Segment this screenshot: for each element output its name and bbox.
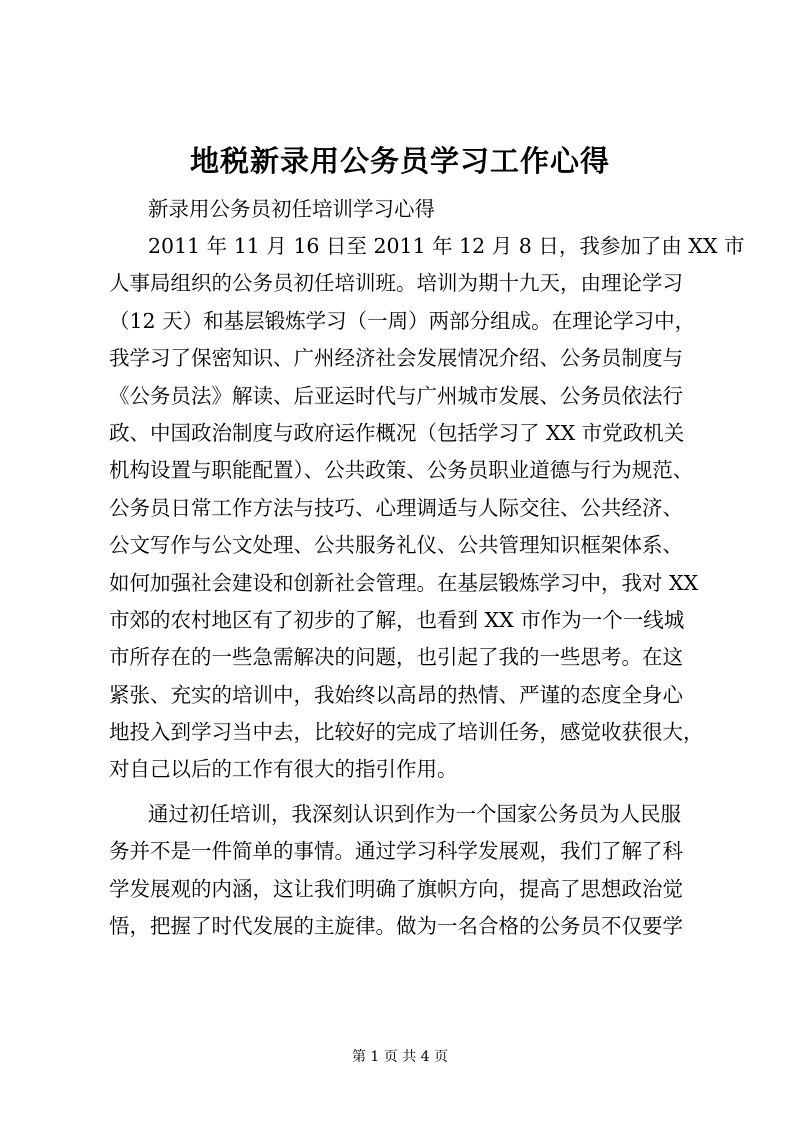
paragraph-line: 政、中国政治制度与政府运作概况（包括学习了 XX 市党政机关 (109, 420, 685, 445)
paragraph-line: 务并不是一件简单的事情。通过学习科学发展观，我们了解了科 (109, 839, 683, 864)
paragraph-line: 市所存在的一些急需解决的问题，也引起了我的一些思考。在这 (109, 645, 683, 670)
paragraph-line: 如何加强社会建设和创新社会管理。在基层锻炼学习中，我对 XX (109, 570, 699, 595)
paragraph-line: 我学习了保密知识、广州经济社会发展情况介绍、公务员制度与 (109, 346, 683, 371)
paragraph-2 (109, 796, 713, 946)
paragraph-line: 《公务员法》解读、后亚运时代与广州城市发展、公务员依法行 (109, 383, 683, 408)
paragraph-line: （12 天）和基层锻炼学习（一周）两部分组成。在理论学习中， (109, 308, 696, 333)
paragraph-1 (109, 228, 745, 789)
paragraph-line: 公文写作与公文处理、公共服务礼仪、公共管理知识框架体系、 (109, 533, 683, 558)
paragraph-line: 地投入到学习当中去，比较好的完成了培训任务，感觉收获很大， (109, 720, 704, 745)
paragraph-line: 公务员日常工作方法与技巧、心理调适与人际交往、公共经济、 (109, 495, 683, 520)
paragraph-line: 2011 年 11 月 16 日至 2011 年 12 月 8 日，我参加了由 XX 市 (148, 234, 745, 258)
paragraph-line: 对自己以后的工作有很大的指引作用。 (109, 757, 458, 782)
paragraph-line: 人事局组织的公务员初任培训班。培训为期十九天，由理论学习 (109, 271, 683, 296)
paragraph-line: 通过初任培训，我深刻认识到作为一个国家公务员为人民服 (148, 801, 681, 826)
document-subtitle: 新录用公务员初任培训学习心得 (148, 197, 435, 221)
paragraph-line: 机构设置与职能配置）、公共政策、公务员职业道德与行为规范、 (109, 458, 694, 483)
paragraph-line: 悟，把握了时代发展的主旋律。做为一名合格的公务员不仅要学 (109, 914, 683, 939)
paragraph-line: 市郊的农村地区有了初步的了解，也看到 XX 市作为一个一线城 (109, 607, 685, 632)
document-title: 地税新录用公务员学习工作心得 (189, 144, 610, 178)
paragraph-line: 学发展观的内涵，这让我们明确了旗帜方向，提高了思想政治觉 (109, 876, 683, 901)
document-body (109, 228, 745, 945)
paragraph-line: 紧张、充实的培训中，我始终以高昂的热情、严谨的态度全身心 (109, 682, 683, 707)
page-number-footer: 第 1 页 共 4 页 (351, 1049, 449, 1065)
